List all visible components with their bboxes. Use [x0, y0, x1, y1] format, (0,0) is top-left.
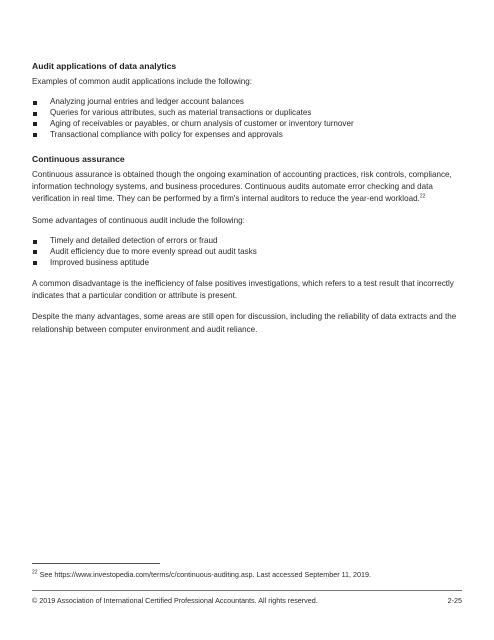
footnote-divider: [32, 563, 160, 564]
audit-applications-list: [32, 97, 464, 140]
bullet-square-icon: [33, 133, 37, 137]
footer-divider: [32, 590, 462, 591]
page-footer: [32, 596, 462, 606]
advantages-list: [32, 236, 464, 268]
disadvantage-paragraph: A common disadvantage is the inefficiency of false positives investigations, which refers to a test result that incorrectly indicates that a particular condition or attribute is present.: [32, 278, 454, 301]
section-heading-continuous-assurance: Continuous assurance: [32, 153, 125, 164]
list-item: Improved business aptitude: [32, 258, 464, 269]
bullet-square-icon: [33, 250, 37, 254]
list-item: Queries for various attributes, such as material transactions or duplicates: [32, 108, 464, 119]
audit-applications-intro: Examples of common audit applications include the following:: [32, 77, 253, 86]
bullet-square-icon: [33, 101, 37, 105]
continuous-assurance-paragraph: Continuous assurance is obtained though the ongoing examination of accounting practices, risk controls, compliance, information technology systems, and business procedures. Continuous audits automate error checking and data verification in real time. They can be performed by a firm's internal auditors to reduce the year-end workload.$^{22}$: [32, 169, 452, 204]
section-heading-audit-applications: Audit applications of data analytics: [32, 61, 177, 71]
footnote-text: See https://www.investopedia.com/terms/c/continuous-auditing.asp. Last accessed September 11, 2019.: [39, 570, 372, 579]
bullet-square-icon: [33, 122, 37, 126]
bullet-square-icon: [33, 261, 37, 265]
bullet-square-icon: [33, 112, 37, 116]
footnote-reference: 22: [419, 193, 426, 200]
list-item: Audit efficiency due to more evenly spread out audit tasks: [32, 247, 464, 258]
list-item: Transactional compliance with policy for expenses and approvals: [32, 130, 464, 141]
footnote: [32, 570, 371, 580]
page-number: 2-25: [447, 596, 462, 605]
footnote-number: 22: [32, 569, 38, 576]
list-item: Analyzing journal entries and ledger account balances: [32, 97, 464, 108]
list-item: Timely and detailed detection of errors or fraud: [32, 236, 464, 247]
open-discussion-paragraph: Despite the many advantages, some areas are still open for discussion, including the reliability of data extracts and the relationship between computer environment and audit reliance.: [32, 312, 457, 334]
page-content: [32, 60, 464, 345]
bullet-square-icon: [33, 240, 37, 244]
advantages-intro: Some advantages of continuous audit include the following:: [32, 215, 245, 225]
copyright-text: © 2019 Association of International Certified Professional Accountants. All rights reserved.: [32, 596, 318, 605]
list-item: Aging of receivables or payables, or churn analysis of customer or inventory turnover: [32, 119, 464, 130]
